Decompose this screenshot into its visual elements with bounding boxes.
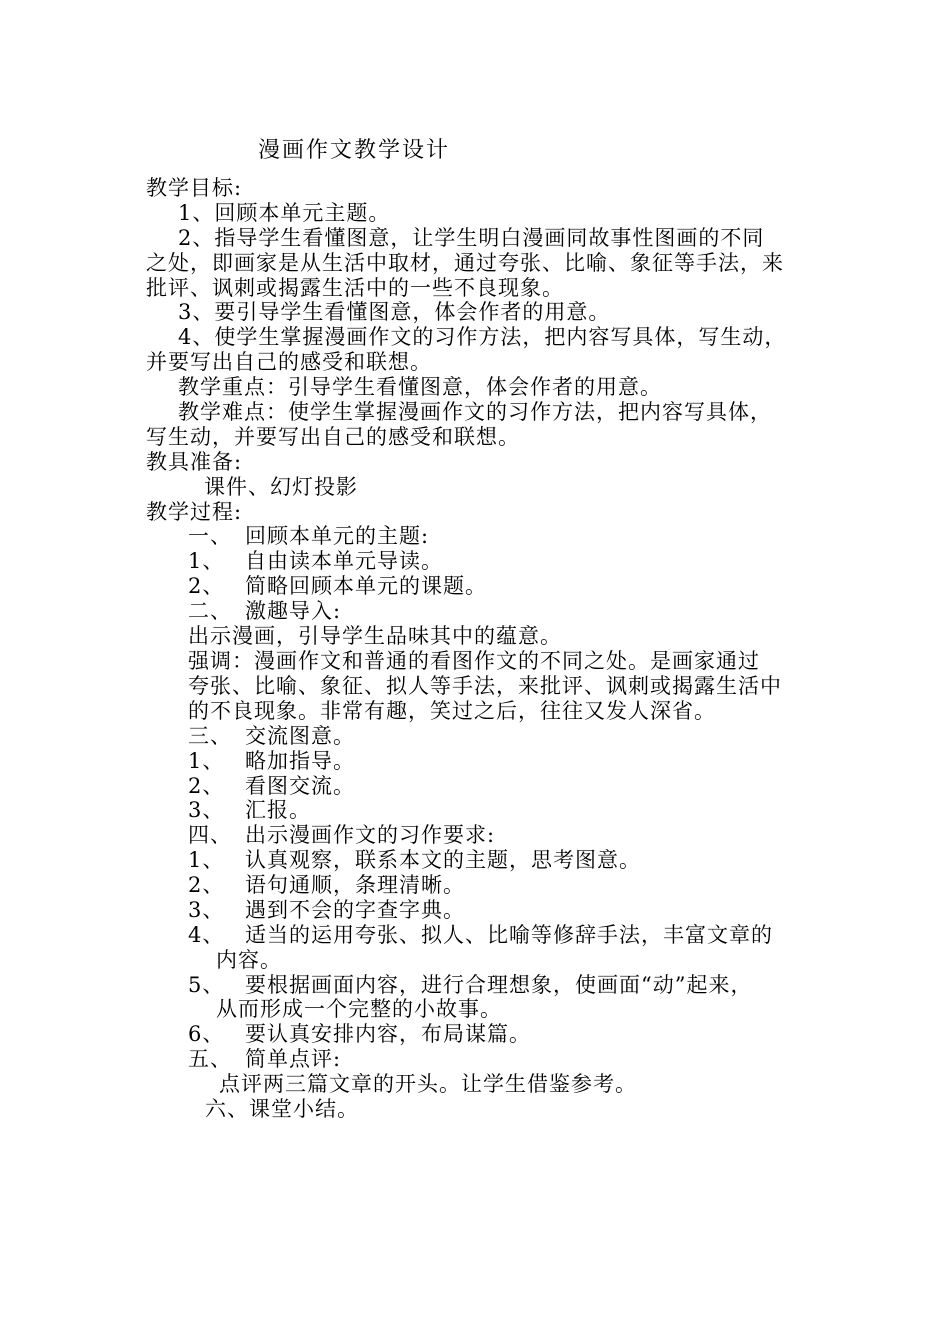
section-number: 一、 — [188, 524, 232, 548]
item-text: 简略回顾本单元的课题。 — [245, 574, 487, 598]
document-title: 漫画作文教学设计 — [258, 138, 451, 163]
item-text: 语句通顺，条理清晰。 — [245, 873, 465, 897]
section-title: 简单点评: — [245, 1047, 342, 1071]
item-text: 自由读本单元导读。 — [245, 549, 443, 573]
item-text: 汇报。 — [245, 798, 311, 822]
item-text: 要认真安排内容，布局谋篇。 — [245, 1022, 531, 1046]
section-title: 出示漫画作文的习作要求: — [245, 823, 496, 847]
objective-line: 并要写出自己的感受和联想。 — [146, 350, 432, 374]
key-point: 教学重点：引导学生看懂图意，体会作者的用意。 — [178, 375, 662, 399]
item-number: 1、 — [188, 848, 225, 872]
section-number: 四、 — [188, 823, 232, 847]
objective-line: 之处，即画家是从生活中取材，通过夸张、比喻、象征等手法，来 — [146, 251, 784, 275]
item-number: 2、 — [188, 574, 225, 598]
item-number: 1、 — [188, 549, 225, 573]
item-text: 略加指导。 — [245, 749, 355, 773]
item-number: 6、 — [188, 1022, 225, 1046]
item-continuation: 内容。 — [216, 948, 282, 972]
tools-text: 课件、幻灯投影 — [204, 475, 358, 499]
section-number: 三、 — [188, 724, 232, 748]
item-text: 看图交流。 — [245, 774, 355, 798]
section-title: 回顾本单元的主题: — [245, 524, 430, 548]
item-text: 要根据画面内容，进行合理想象，使画面“动”起来， — [245, 973, 753, 997]
difficulty-line: 教学难点：使学生掌握漫画作文的习作方法，把内容写具体， — [178, 400, 772, 424]
objective-line: 2、指导学生看懂图意，让学生明白漫画同故事性图画的不同 — [178, 226, 765, 250]
difficulty-line: 写生动，并要写出自己的感受和联想。 — [146, 425, 520, 449]
item-continuation: 从而形成一个完整的小故事。 — [216, 997, 502, 1021]
item-number: 2、 — [188, 774, 225, 798]
emphasis-line: 夸张、比喻、象征、拟人等手法，来批评、讽刺或揭露生活中 — [188, 674, 782, 698]
item-number: 5、 — [188, 973, 225, 997]
objective-line: 3、要引导学生看懂图意，体会作者的用意。 — [178, 300, 611, 324]
tools-heading: 教具准备: — [146, 450, 243, 474]
emphasis-line: 强调：漫画作文和普通的看图作文的不同之处。是画家通过 — [188, 649, 760, 673]
item-text: 认真观察，联系本文的主题，思考图意。 — [245, 848, 641, 872]
item-number: 2、 — [188, 873, 225, 897]
item-number: 3、 — [188, 798, 225, 822]
item-text: 遇到不会的字查字典。 — [245, 898, 465, 922]
item-number: 1、 — [188, 749, 225, 773]
item-number: 4、 — [188, 923, 225, 947]
objectives-heading: 教学目标: — [146, 176, 243, 200]
process-heading: 教学过程: — [146, 500, 243, 524]
objective-line: 1、回顾本单元主题。 — [178, 201, 391, 225]
emphasis-line: 的不良现象。非常有趣，笑过之后，往往又发人深省。 — [188, 699, 716, 723]
section-title: 激趣导入: — [245, 599, 342, 623]
item-text: 适当的运用夸张、拟人、比喻等修辞手法，丰富文章的 — [245, 923, 773, 947]
section-number: 五、 — [188, 1047, 232, 1071]
section-title: 六、课堂小结。 — [205, 1097, 359, 1121]
item-number: 3、 — [188, 898, 225, 922]
objective-line: 4、使学生掌握漫画作文的习作方法，把内容写具体，写生动， — [178, 325, 787, 349]
section-title: 交流图意。 — [245, 724, 355, 748]
objective-line: 批评、讽刺或揭露生活中的一些不良现象。 — [146, 276, 564, 300]
paragraph-line: 出示漫画，引导学生品味其中的蕴意。 — [188, 624, 562, 648]
section-number: 二、 — [188, 599, 232, 623]
paragraph-line: 点评两三篇文章的开头。让学生借鉴参考。 — [219, 1072, 637, 1096]
